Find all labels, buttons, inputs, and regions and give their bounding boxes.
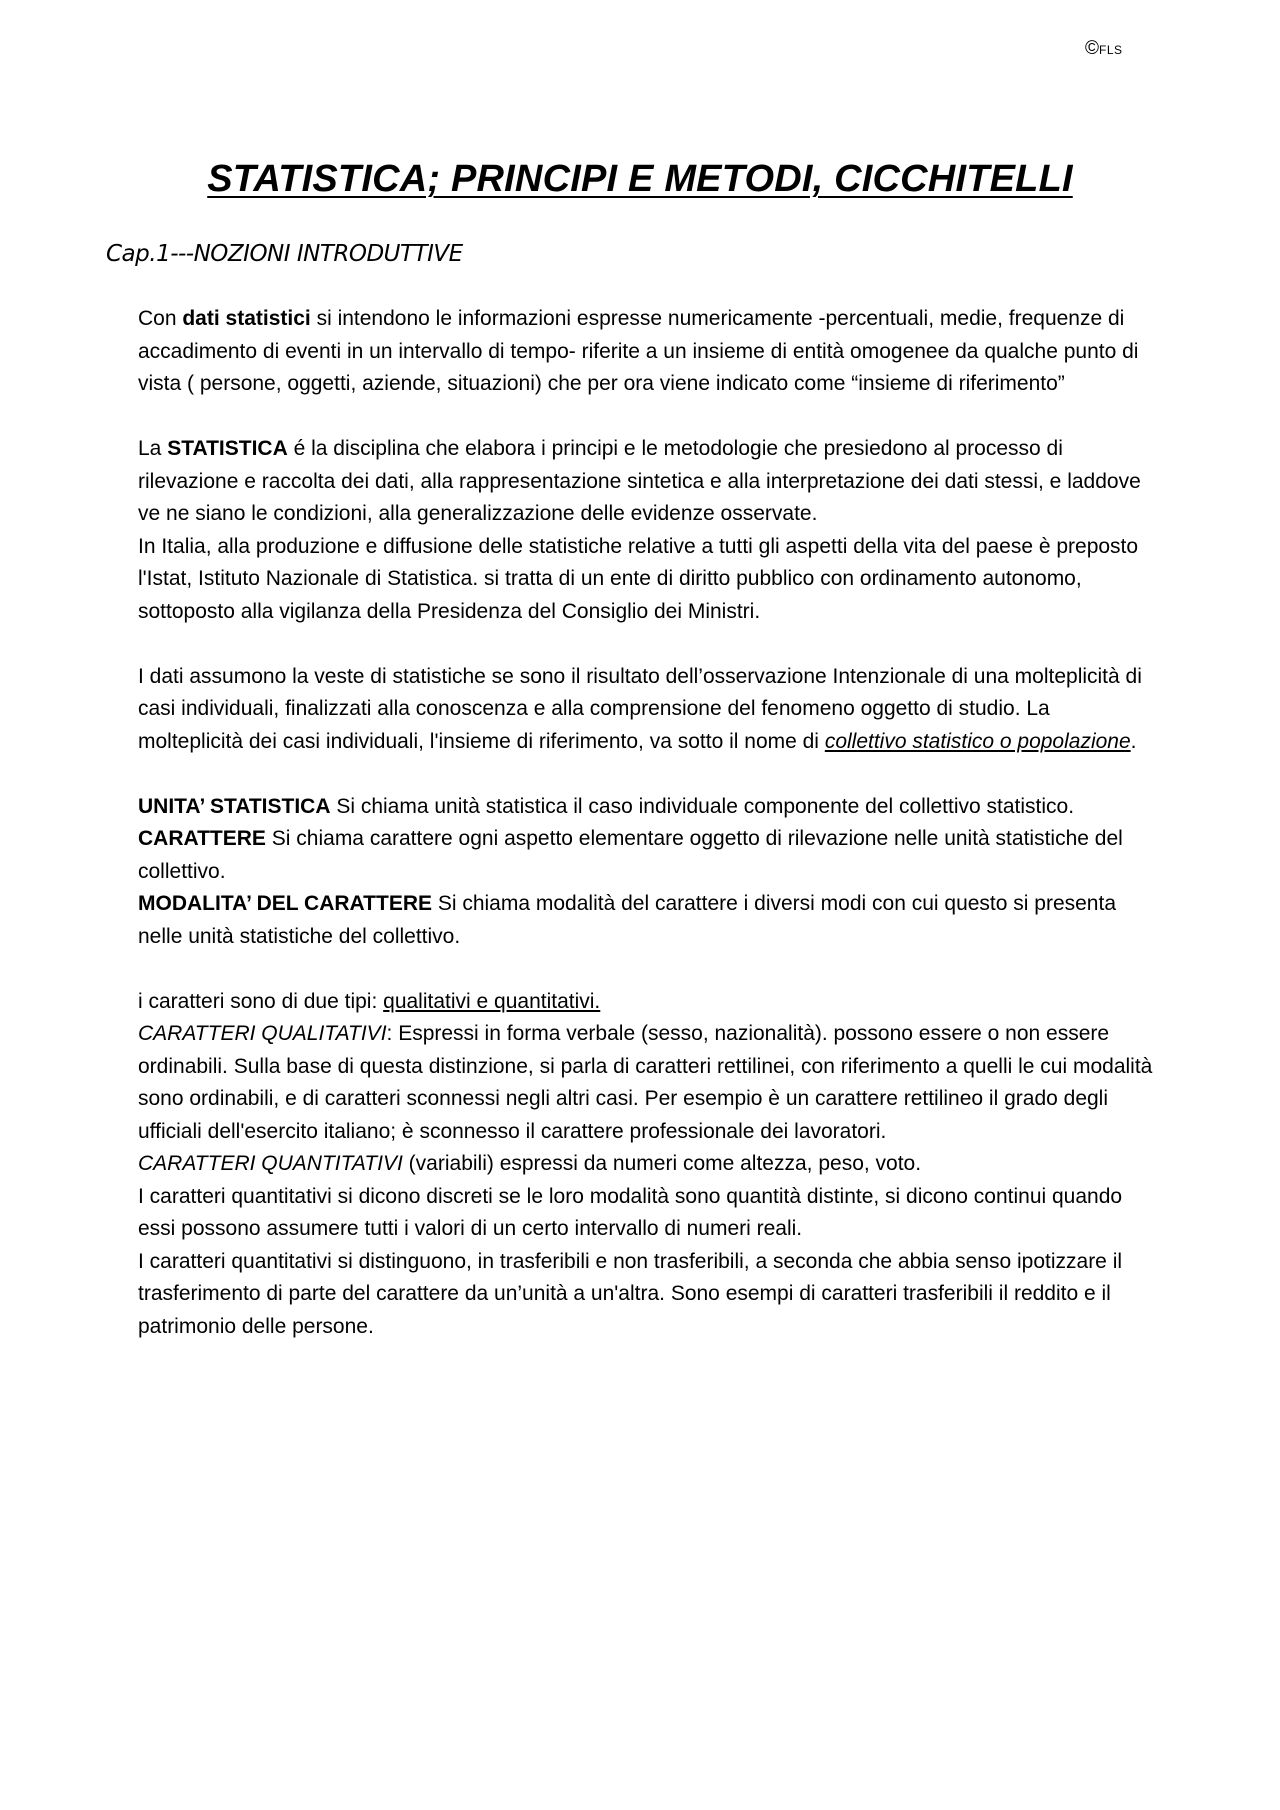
paragraph-tipi-caratteri: i caratteri sono di due tipi: qualitativi e quantitativi. (138, 989, 601, 1013)
paragraph-istat: In Italia, alla produzione e diffusione delle statistiche relative a tutti gli aspetti della vita del paese è preposto l'Istat, Istituto Nazionale di Statistica. si tratta di un ente di diritto pubblico con ordinamento autonomo, sottoposto alla vigilanza della Presidenza del Consiglio dei Ministri. (138, 534, 1139, 623)
definition-modalita: MODALITA’ DEL CARATTERE Si chiama modalità del carattere i diversi modi con cui questo si presenta nelle unità statistiche del collettivo. (138, 892, 1116, 948)
copyright-owner: FLS (1099, 43, 1123, 57)
term-caratteri-qualitativi: CARATTERI QUALITATIVI (138, 1022, 387, 1045)
definition-unita-statistica: UNITA’ STATISTICA Si chiama unità statistica il caso individuale componente del collettivo statistico. (138, 794, 1075, 818)
chapter-heading: Cap.1---NOZIONI INTRODUTTIVE (106, 241, 463, 267)
term-qualitativi-quantitativi: qualitativi e quantitativi. (383, 989, 601, 1013)
term-statistica: STATISTICA (167, 437, 288, 460)
term-carattere: CARATTERE (138, 827, 266, 850)
paragraph-trasferibili: I caratteri quantitativi si distinguono, in trasferibili e non trasferibili, a seconda che abbia senso ipotizzare il trasferimento di parte del carattere da un’unità a un'altra. Sono esempi di caratteri trasferibili il reddito e il patrimonio delle persone. (138, 1249, 1123, 1338)
paragraph-dati-statistici: Con dati statistici si intendono le informazioni espresse numericamente -percentuali, medie, frequenze di accadimento di eventi in un intervallo di tempo- riferite a un insieme di entità omogenee da qualche punto di vista ( persone, oggetti, aziende, situazioni) che per ora viene indicato come “insieme di riferimento” (138, 307, 1139, 395)
term-collettivo-statistico: collettivo statistico o popolazione (824, 729, 1131, 753)
copyright-notice (1085, 38, 1123, 60)
term-unita-statistica: UNITA’ STATISTICA (138, 794, 331, 818)
term-dati-statistici: dati statistici (182, 307, 311, 330)
term-caratteri-quantitativi: CARATTERI QUANTITATIVI (138, 1152, 403, 1175)
copyright-symbol: © (1085, 38, 1099, 59)
paragraph-quantitativi: CARATTERI QUANTITATIVI (variabili) espressi da numeri come altezza, peso, voto. (138, 1152, 922, 1175)
paragraph-collettivo: I dati assumono la veste di statistiche se sono il risultato dell’osservazione Intenzionale di una molteplicità di casi individuali, finalizzati alla conoscenza e alla comprensione del fenomeno oggetto di studio. La molteplicità dei casi individuali, l'insieme di riferimento, va sotto il nome di collettivo statistico o popolazione. (138, 664, 1142, 753)
paragraph-discreti-continui: I caratteri quantitativi si dicono discreti se le loro modalità sono quantità distinte, si dicono continui quando essi possono assumere tutti i valori di un certo intervallo di numeri reali. (138, 1184, 1123, 1240)
document-body (138, 303, 1158, 1343)
term-modalita: MODALITA’ DEL CARATTERE (138, 892, 432, 915)
paragraph-statistica: La STATISTICA é la disciplina che elabora i principi e le metodologie che presiedono al processo di rilevazione e raccolta dei dati, alla rappresentazione sintetica e alla interpretazione dei dati stessi, e laddove ve ne siano le condizioni, alla generalizzazione delle evidenze osservate. (138, 437, 1141, 525)
definition-carattere: CARATTERE Si chiama carattere ogni aspetto elementare oggetto di rilevazione nelle unità statistiche del collettivo. (138, 827, 1123, 883)
paragraph-qualitativi: CARATTERI QUALITATIVI: Espressi in forma verbale (sesso, nazionalità). possono essere o non essere ordinabili. Sulla base di questa distinzione, si parla di caratteri rettilinei, con riferimento a quelli le cui modalità sono ordinabili, e di caratteri sconnessi negli altri casi. Per esempio è un carattere rettilineo il grado degli ufficiali dell'esercito italiano; è sconnesso il carattere professionale dei lavoratori. (138, 1022, 1153, 1143)
document-title: STATISTICA; PRINCIPI E METODI, CICCHITELLI (207, 158, 1073, 200)
